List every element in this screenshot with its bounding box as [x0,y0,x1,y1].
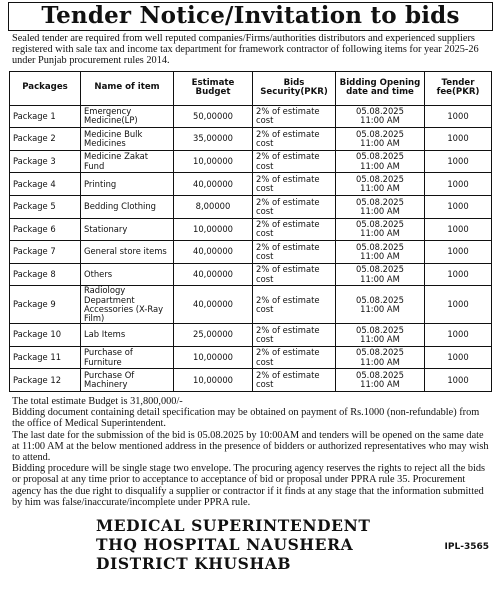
table-row [10,150,492,173]
table-row [10,324,492,347]
notes-section [12,396,489,508]
table-row [10,263,492,286]
package-cell: Package 12 [10,369,81,392]
table-row [10,173,492,196]
opening-time: 11:00 AM [360,379,400,390]
budget-cell: 40,00000 [174,286,253,324]
package-cell: Package 9 [10,286,81,324]
note-paragraph: The total estimate Budget is 31,800,000/- [12,395,183,407]
opening-cell [336,173,425,196]
package-cell: Package 1 [10,105,81,128]
fee-cell: 1000 [425,128,492,151]
security-cell: 2% of estimate cost [253,369,336,392]
security-cell: 2% of estimate cost [253,241,336,264]
table-row [10,369,492,392]
opening-time: 11:00 AM [360,115,400,126]
table-row [10,195,492,218]
security-cell: 2% of estimate cost [253,346,336,369]
package-cell: Package 7 [10,241,81,264]
budget-cell: 10,00000 [174,150,253,173]
opening-date: 05.08.2025 [356,128,404,139]
item-cell: Radiology Department Accessories (X-Ray Film) [81,286,174,324]
fee-cell: 1000 [425,369,492,392]
opening-date: 05.08.2025 [356,196,404,207]
signature-title: MEDICAL SUPERINTENDENT [96,515,371,535]
opening-cell [336,218,425,241]
opening-time: 11:00 AM [360,160,400,171]
budget-cell: 10,00000 [174,346,253,369]
security-cell: 2% of estimate cost [253,286,336,324]
item-cell: Emergency Medicine(LP) [81,105,174,128]
fee-cell: 1000 [425,218,492,241]
table-header-row [10,71,492,105]
opening-date: 05.08.2025 [356,264,404,275]
item-cell: Printing [81,173,174,196]
note-paragraph: Bidding document containing detail specification may be obtained on payment of Rs.1000 (non-refundable) from the office of Medical Superintendent. [12,407,480,430]
opening-time: 11:00 AM [360,250,400,261]
security-cell: 2% of estimate cost [253,218,336,241]
opening-time: 11:00 AM [360,205,400,216]
table-row [10,218,492,241]
item-cell: Lab Items [81,324,174,347]
tender-table [9,71,492,392]
item-cell: Bedding Clothing [81,195,174,218]
table-row [10,346,492,369]
opening-date: 05.08.2025 [356,294,404,305]
fee-cell: 1000 [425,346,492,369]
table-row [10,286,492,324]
item-cell: Purchase Of Machinery [81,369,174,392]
item-cell: General store items [81,241,174,264]
security-cell: 2% of estimate cost [253,195,336,218]
opening-time: 11:00 AM [360,138,400,148]
header-packages: Packages [10,71,81,105]
item-cell: Others [81,263,174,286]
header-security: Bids Security(PKR) [253,71,336,105]
header-fee: Tender fee(PKR) [425,71,492,105]
fee-cell: 1000 [425,105,492,128]
package-cell: Package 2 [10,128,81,151]
security-cell: 2% of estimate cost [253,324,336,347]
header-budget: Estimate Budget [174,71,253,105]
fee-cell: 1000 [425,150,492,173]
opening-time: 11:00 AM [360,273,400,284]
budget-cell: 10,00000 [174,369,253,392]
signature-district: DISTRICT KHUSHAB [96,553,292,573]
item-cell: Stationary [81,218,174,241]
opening-cell [336,263,425,286]
opening-date: 05.08.2025 [356,241,404,252]
budget-cell: 35,00000 [174,128,253,151]
opening-date: 05.08.2025 [356,151,404,162]
fee-cell: 1000 [425,324,492,347]
notice-intro: Sealed tender are required from well reputed companies/Firms/authorities distributors and experienced suppliers registered with sale tax and income tax department for framework contractor of following items for year 2025-26 under Punjab procurement rules 2014. [12,33,479,67]
opening-date: 05.08.2025 [356,347,404,358]
budget-cell: 40,00000 [174,173,253,196]
security-cell: 2% of estimate cost [253,150,336,173]
budget-cell: 50,00000 [174,105,253,128]
opening-cell [336,369,425,392]
package-cell: Package 5 [10,195,81,218]
table-row [10,128,492,151]
fee-cell: 1000 [425,263,492,286]
opening-cell [336,346,425,369]
header-item: Name of item [81,71,174,105]
opening-cell [336,128,425,151]
note-paragraph: The last date for the submission of the bid is 05.08.2025 by 10:00AM and tenders will be opened on the same date at 11:00 AM at the below mentioned address in the presence of bidders or authorized representatives who may wish to attend. [12,429,489,463]
security-cell: 2% of estimate cost [253,105,336,128]
package-cell: Package 3 [10,150,81,173]
signature-hospital: THQ HOSPITAL NAUSHERA [96,534,354,554]
security-cell: 2% of estimate cost [253,263,336,286]
opening-date: 05.08.2025 [356,173,404,184]
budget-cell: 40,00000 [174,241,253,264]
opening-cell [336,105,425,128]
package-cell: Package 4 [10,173,81,196]
package-cell: Package 6 [10,218,81,241]
opening-time: 11:00 AM [360,228,400,239]
ipl-code: IPL-3565 [444,541,489,552]
fee-cell: 1000 [425,195,492,218]
opening-cell [336,286,425,324]
footer [8,516,493,576]
budget-cell: 8,00000 [174,195,253,218]
fee-cell: 1000 [425,286,492,324]
tender-table-body [10,105,492,391]
opening-cell [336,150,425,173]
security-cell: 2% of estimate cost [253,173,336,196]
opening-date: 05.08.2025 [356,324,404,335]
opening-date: 05.08.2025 [356,369,404,380]
package-cell: Package 11 [10,346,81,369]
opening-cell [336,195,425,218]
opening-cell [336,324,425,347]
security-cell: 2% of estimate cost [253,128,336,151]
opening-date: 05.08.2025 [356,106,404,117]
package-cell: Package 10 [10,324,81,347]
table-row [10,241,492,264]
fee-cell: 1000 [425,241,492,264]
budget-cell: 40,00000 [174,263,253,286]
opening-time: 11:00 AM [360,183,400,194]
fee-cell: 1000 [425,173,492,196]
item-cell: Medicine Bulk Medicines [81,128,174,151]
budget-cell: 10,00000 [174,218,253,241]
item-cell: Purchase of Furniture [81,346,174,369]
notice-title: Tender Notice/Invitation to bids [8,2,493,31]
opening-cell [336,241,425,264]
item-cell: Medicine Zakat Fund [81,150,174,173]
opening-time: 11:00 AM [360,356,400,367]
note-paragraph: Bidding procedure will be single stage two envelope. The procuring agency reserves the rights to reject all the bids or proposal at any time prior to acceptance to acceptance of bid or proposal under PPRA rule 35. Procurement agency has the due right to disqualify a supplier or contractor if it finds at any stage that the information submitted by him was false/inaccurate/incomplete under PPRA rule. [12,463,486,508]
opening-date: 05.08.2025 [356,219,404,230]
package-cell: Package 8 [10,263,81,286]
opening-time: 11:00 AM [360,333,400,344]
header-opening: Bidding Opening date and time [336,71,425,105]
table-row [10,105,492,128]
opening-time: 11:00 AM [360,303,400,314]
budget-cell: 25,00000 [174,324,253,347]
